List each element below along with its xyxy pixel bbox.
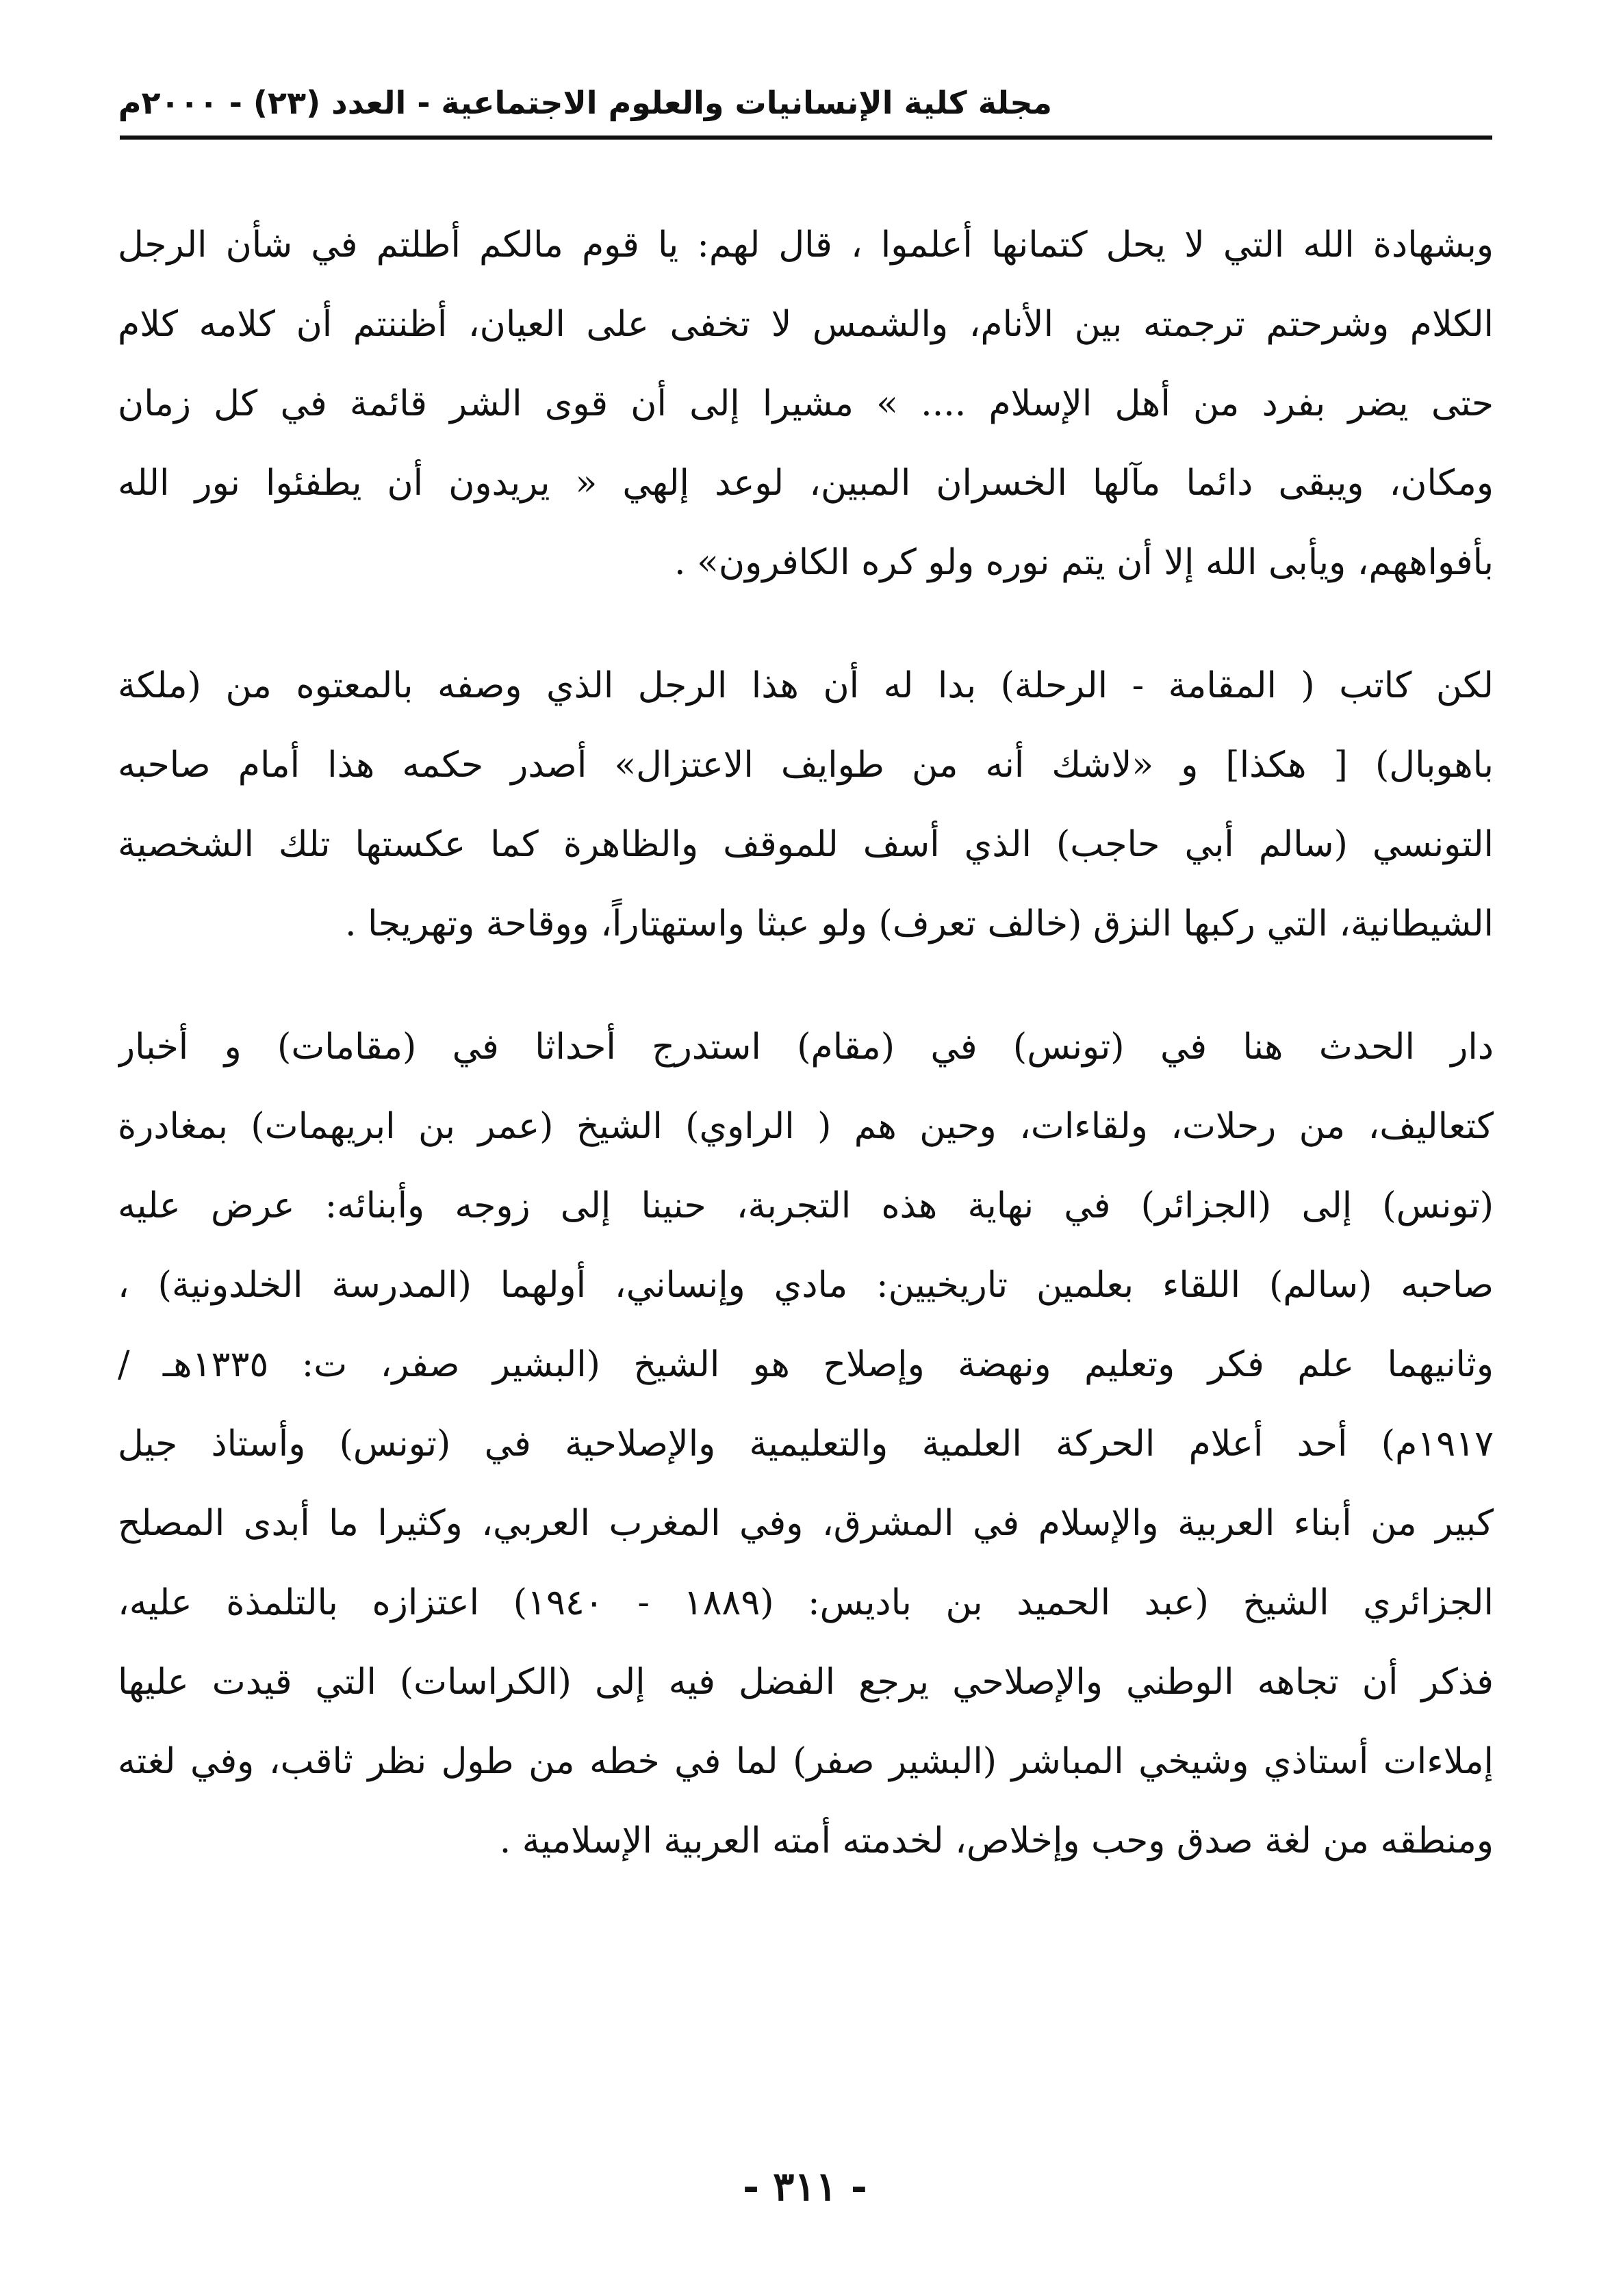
- article-body: [118, 205, 1494, 1881]
- paragraph-3: [118, 1007, 1494, 1881]
- text-line: ١٩١٧م) أحد أعلام الحركة العلمية والتعليمية والإصلاحية في (تونس) وأستاذ جيل: [118, 1423, 1494, 1465]
- text-line: ومكان، ويبقى دائما مآلها الخسران المبين، لوعد إلهي « يريدون أن يطفئوا نور الله: [118, 463, 1494, 504]
- text-line: بأفواههم، ويأبى الله إلا أن يتم نوره ولو كره الكافرون» .: [674, 542, 1494, 583]
- paragraph-gap: [118, 964, 1494, 1007]
- text-line: كتعاليف، من رحلات، ولقاءات، وحين هم ( الراوي) الشيخ (عمر بن ابريهمات) بمغادرة: [118, 1106, 1494, 1147]
- text-line: حتى يضر بفرد من أهل الإسلام .... » مشيرا إلى أن قوى الشر قائمة في كل زمان: [118, 383, 1494, 424]
- running-header: [120, 75, 1485, 130]
- text-line: باهوبال) [ هكذا] و «لاشك أنه من طوايف الاعتزال» أصدر حكمه هذا أمام صاحبه: [118, 745, 1494, 786]
- text-line: التونسي (سالم أبي حاجب) الذي أسف للموقف والظاهرة كما عكستها تلك الشخصية: [118, 824, 1494, 865]
- text-line: كبير من أبناء العربية والإسلام في المشرق، وفي المغرب العربي، وكثيرا ما أبدى المصلح: [118, 1503, 1494, 1544]
- text-line: صاحبه (سالم) اللقاء بعلمين تاريخيين: مادي وإنساني، أولهما (المدرسة الخلدونية) ،: [118, 1265, 1494, 1306]
- journal-title: مجلة كلية الإنسانيات والعلوم الاجتماعية - العدد (٢٣) - ٢٠٠٠م: [118, 84, 1052, 121]
- text-line: الجزائري الشيخ (عبد الحميد بن باديس: (١٨٨٩ - ١٩٤٠) اعتزازه بالتلمذة عليه،: [118, 1582, 1494, 1623]
- text-line: ومنطقه من لغة صدق وحب وإخلاص، لخدمته أمته العربية الإسلامية .: [499, 1820, 1494, 1861]
- page-number: - ٣١١ -: [743, 2163, 867, 2210]
- text-line: دار الحدث هنا في (تونس) في (مقام) استدرج أحداثا في (مقامات) و أخبار: [118, 1027, 1494, 1068]
- text-line: وبشهادة الله التي لا يحل كتمانها أعلموا ، قال لهم: يا قوم مالكم أطلتم في شأن الرجل: [118, 224, 1494, 266]
- paragraph-1: [118, 205, 1494, 602]
- paragraph-gap: [118, 602, 1494, 646]
- paragraph-2: [118, 646, 1494, 964]
- text-line: إملاءات أستاذي وشيخي المباشر (البشير صفر) لما في خطه من طول نظر ثاقب، وفي لغته: [118, 1741, 1494, 1782]
- text-line: الكلام وشرحتم ترجمته بين الأنام، والشمس لا تخفى على العيان، أظننتم أن كلامه كلام: [118, 304, 1494, 345]
- text-line: فذكر أن تجاهه الوطني والإصلاحي يرجع الفضل فيه إلى (الكراسات) التي قيدت عليها: [118, 1662, 1494, 1703]
- header-rule: [120, 136, 1492, 140]
- text-line: الشيطانية، التي ركبها النزق (خالف تعرف) ولو عبثا واستهتاراً، ووقاحة وتهريجا .: [345, 903, 1494, 944]
- text-line: وثانيهما علم فكر وتعليم ونهضة وإصلاح هو الشيخ (البشير صفر، ت: ١٣٣٥هـ /: [118, 1344, 1494, 1385]
- text-line: لكن كاتب ( المقامة - الرحلة) بدا له أن هذا الرجل الذي وصفه بالمعتوه من (ملكة: [118, 665, 1494, 706]
- text-line: (تونس) إلى (الجزائر) في نهاية هذه التجربة، حنينا إلى زوجه وأبنائه: عرض عليه: [118, 1185, 1494, 1226]
